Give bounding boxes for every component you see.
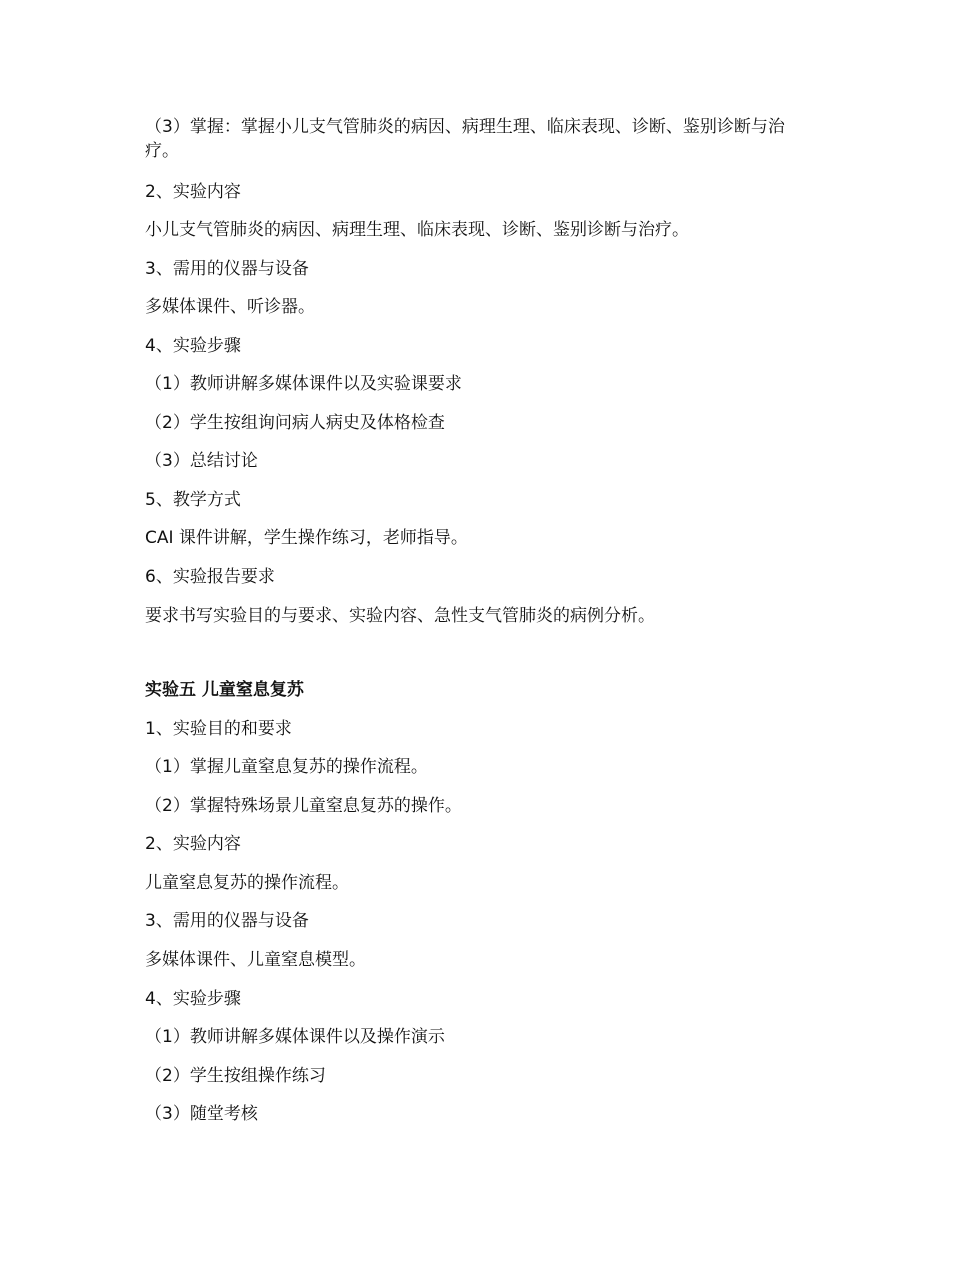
heading-steps: 4、实验步骤 — [145, 336, 241, 356]
step-item-2-b: （2）学生按组操作练习 — [145, 1066, 326, 1086]
heading-steps-b: 4、实验步骤 — [145, 989, 241, 1009]
heading-report-requirements: 6、实验报告要求 — [145, 567, 275, 587]
objective-item-3: （3）掌握：掌握小儿支气管肺炎的病因、病理生理、临床表现、诊断、鉴别诊断与治疗。 — [145, 117, 785, 161]
heading-objectives: 1、实验目的和要求 — [145, 719, 292, 739]
heading-equipment-b: 3、需用的仪器与设备 — [145, 911, 309, 931]
heading-experiment-content: 2、实验内容 — [145, 182, 241, 202]
heading-experiment-content-b: 2、实验内容 — [145, 834, 241, 854]
step-item-1-b: （1）教师讲解多媒体课件以及操作演示 — [145, 1027, 445, 1047]
step-item-1: （1）教师讲解多媒体课件以及实验课要求 — [145, 374, 462, 394]
paragraph-experiment-content: 小儿支气管肺炎的病因、病理生理、临床表现、诊断、鉴别诊断与治疗。 — [145, 220, 689, 240]
paragraph-teaching-method: CAI 课件讲解，学生操作练习，老师指导。 — [145, 528, 468, 548]
heading-equipment: 3、需用的仪器与设备 — [145, 259, 309, 279]
paragraph-equipment: 多媒体课件、听诊器。 — [145, 297, 315, 317]
experiment-title: 实验五 儿童窒息复苏 — [145, 680, 304, 700]
step-item-2: （2）学生按组询问病人病史及体格检查 — [145, 413, 445, 433]
step-item-3: （3）总结讨论 — [145, 451, 258, 471]
objective-item-1: （1）掌握儿童窒息复苏的操作流程。 — [145, 757, 428, 777]
heading-teaching-method: 5、教学方式 — [145, 490, 241, 510]
objective-item-2: （2）掌握特殊场景儿童窒息复苏的操作。 — [145, 796, 462, 816]
paragraph-report-requirements: 要求书写实验目的与要求、实验内容、急性支气管肺炎的病例分析。 — [145, 606, 655, 626]
paragraph-equipment-b: 多媒体课件、儿童窒息模型。 — [145, 950, 366, 970]
paragraph-experiment-content-b: 儿童窒息复苏的操作流程。 — [145, 873, 349, 893]
step-item-3-b: （3）随堂考核 — [145, 1104, 258, 1124]
